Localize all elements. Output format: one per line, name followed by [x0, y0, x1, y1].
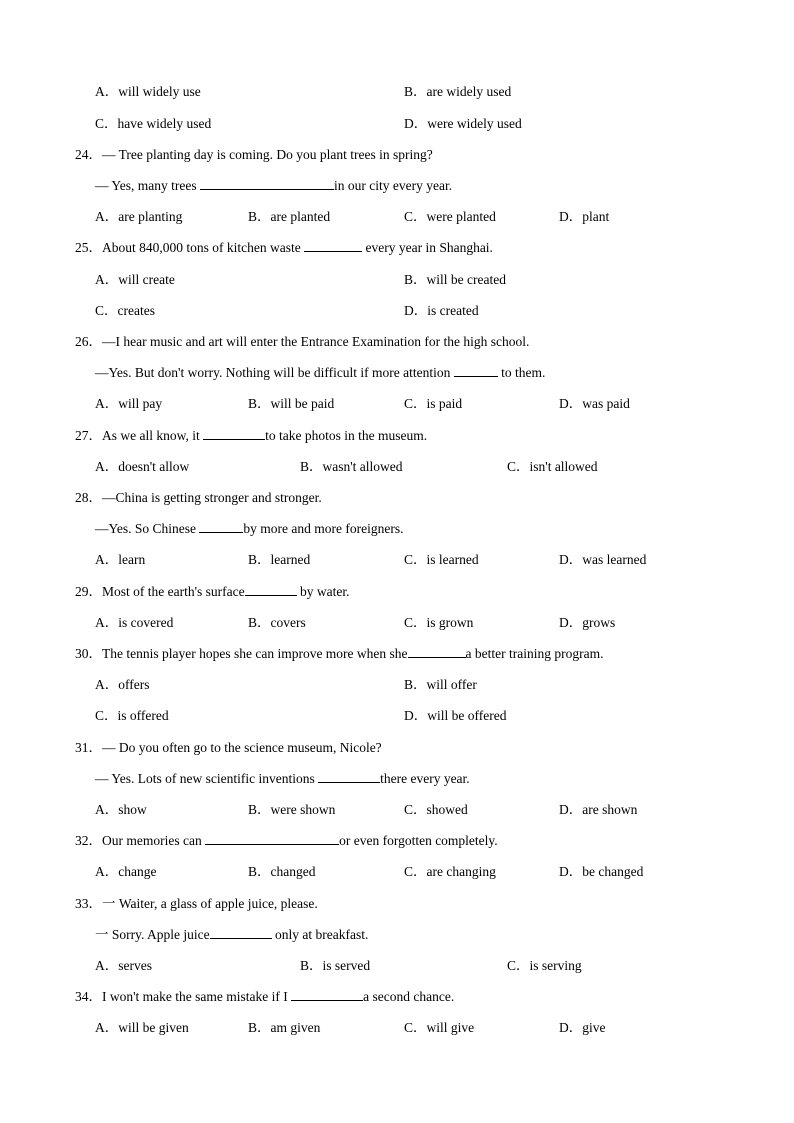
- q29-option-d: D．grows: [559, 615, 616, 630]
- q32-option-a: A．change: [95, 864, 157, 879]
- answer-blank: [245, 583, 297, 596]
- answer-blank: [454, 364, 498, 377]
- question-text: Our memories can: [102, 833, 206, 848]
- question-text: —China is getting stronger and stronger.: [102, 490, 322, 505]
- q34-option-b: B．am given: [248, 1020, 321, 1035]
- question-number: 32．: [75, 833, 102, 848]
- question-30: [75, 645, 603, 663]
- question-number: 26．: [75, 334, 102, 349]
- q33-option-a: A．serves: [95, 958, 152, 973]
- question-number: 24．: [75, 147, 102, 162]
- question-text: — Tree planting day is coming. Do you plant trees in spring?: [102, 147, 433, 162]
- answer-blank: [291, 988, 363, 1001]
- q30-option-b: B．will offer: [404, 677, 477, 692]
- question-text: in our city every year.: [334, 178, 453, 193]
- q23-option-c: C．have widely used: [95, 116, 212, 131]
- question-text: — Yes. Lots of new scientific inventions: [95, 771, 319, 786]
- question-29: [75, 583, 350, 601]
- question-31-line-2: [95, 770, 470, 788]
- q27-option-b: B．wasn't allowed: [300, 459, 403, 474]
- q27-option-c: C．isn't allowed: [507, 459, 598, 474]
- q23-option-d: D．were widely used: [404, 116, 522, 131]
- answer-blank: [318, 770, 380, 783]
- question-text: only at breakfast.: [271, 927, 369, 942]
- question-text: by more and more foreigners.: [243, 521, 404, 536]
- q32-option-d: D．be changed: [559, 864, 644, 879]
- question-28-line-2: [95, 520, 403, 538]
- question-text: by water.: [296, 584, 350, 599]
- q24-option-d: D．plant: [559, 209, 610, 224]
- question-text: The tennis player hopes she can improve more when she: [102, 646, 408, 661]
- answer-blank: [200, 177, 334, 190]
- question-34: [75, 988, 454, 1006]
- q31-option-a: A．show: [95, 802, 147, 817]
- question-text: a second chance.: [363, 989, 455, 1004]
- q29-option-b: B．covers: [248, 615, 306, 630]
- q28-option-b: B．learned: [248, 552, 311, 567]
- question-text: —Yes. So Chinese: [95, 521, 200, 536]
- q31-option-c: C．showed: [404, 802, 468, 817]
- question-number: 33．: [75, 896, 102, 911]
- q27-option-a: A．doesn't allow: [95, 459, 190, 474]
- q32-option-c: C．are changing: [404, 864, 496, 879]
- q25-option-d: D．is created: [404, 303, 479, 318]
- q26-option-a: A．will pay: [95, 396, 163, 411]
- q30-option-c: C．is offered: [95, 708, 169, 723]
- question-27: [75, 427, 427, 445]
- q23-option-a: A．will widely use: [95, 84, 201, 99]
- q33-option-b: B．is served: [300, 958, 371, 973]
- question-text: there every year.: [380, 771, 470, 786]
- question-text: to take photos in the museum.: [265, 428, 428, 443]
- q33-option-c: C．is serving: [507, 958, 582, 973]
- question-31: [75, 739, 382, 757]
- question-24: [75, 146, 433, 164]
- q32-option-b: B．changed: [248, 864, 316, 879]
- q31-option-b: B．were shown: [248, 802, 336, 817]
- question-text: —Yes. But don't worry. Nothing will be difficult if more attention: [95, 365, 454, 380]
- question-text: every year in Shanghai.: [362, 240, 493, 255]
- question-text: a better training program.: [465, 646, 604, 661]
- answer-blank: [304, 239, 362, 252]
- question-text: As we all know, it: [102, 428, 204, 443]
- q31-option-d: D．are shown: [559, 802, 638, 817]
- question-text: —I hear music and art will enter the Entrance Examination for the high school.: [102, 334, 530, 349]
- question-25: [75, 239, 493, 257]
- question-24-line-2: [95, 177, 452, 195]
- question-text: About 840,000 tons of kitchen waste: [102, 240, 305, 255]
- q30-option-a: A．offers: [95, 677, 150, 692]
- question-32: [75, 832, 498, 850]
- q29-option-c: C．is grown: [404, 615, 474, 630]
- answer-blank: [210, 926, 272, 939]
- question-number: 25．: [75, 240, 102, 255]
- q26-option-d: D．was paid: [559, 396, 630, 411]
- question-number: 30．: [75, 646, 102, 661]
- question-26: [75, 333, 529, 351]
- question-number: 28．: [75, 490, 102, 505]
- answer-blank: [205, 832, 339, 845]
- q24-option-b: B．are planted: [248, 209, 331, 224]
- question-text: 一 Sorry. Apple juice: [95, 927, 210, 942]
- q29-option-a: A．is covered: [95, 615, 174, 630]
- q25-option-c: C．creates: [95, 303, 155, 318]
- q28-option-c: C．is learned: [404, 552, 479, 567]
- question-28: [75, 489, 322, 507]
- q34-option-c: C．will give: [404, 1020, 475, 1035]
- q34-option-a: A．will be given: [95, 1020, 189, 1035]
- q24-option-c: C．were planted: [404, 209, 496, 224]
- q26-option-b: B．will be paid: [248, 396, 335, 411]
- question-number: 27．: [75, 428, 102, 443]
- q23-option-b: B．are widely used: [404, 84, 512, 99]
- question-text: to them.: [497, 365, 546, 380]
- answer-blank: [199, 520, 243, 533]
- question-33-line-2: [95, 926, 368, 944]
- q25-option-b: B．will be created: [404, 272, 506, 287]
- q26-option-c: C．is paid: [404, 396, 463, 411]
- answer-blank: [408, 645, 466, 658]
- question-33: [75, 895, 318, 913]
- question-number: 29．: [75, 584, 102, 599]
- q28-option-d: D．was learned: [559, 552, 647, 567]
- q28-option-a: A．learn: [95, 552, 146, 567]
- question-number: 34．: [75, 989, 102, 1004]
- answer-blank: [203, 427, 265, 440]
- q25-option-a: A．will create: [95, 272, 175, 287]
- q30-option-d: D．will be offered: [404, 708, 507, 723]
- question-text: — Do you often go to the science museum, Nicole?: [102, 740, 382, 755]
- question-text: 一 Waiter, a glass of apple juice, please.: [102, 896, 318, 911]
- question-text: — Yes, many trees: [95, 178, 200, 193]
- q24-option-a: A．are planting: [95, 209, 183, 224]
- question-number: 31．: [75, 740, 102, 755]
- question-26-line-2: [95, 364, 545, 382]
- question-text: or even forgotten completely.: [339, 833, 498, 848]
- q34-option-d: D．give: [559, 1020, 606, 1035]
- question-text: I won't make the same mistake if I: [102, 989, 292, 1004]
- question-text: Most of the earth's surface: [102, 584, 245, 599]
